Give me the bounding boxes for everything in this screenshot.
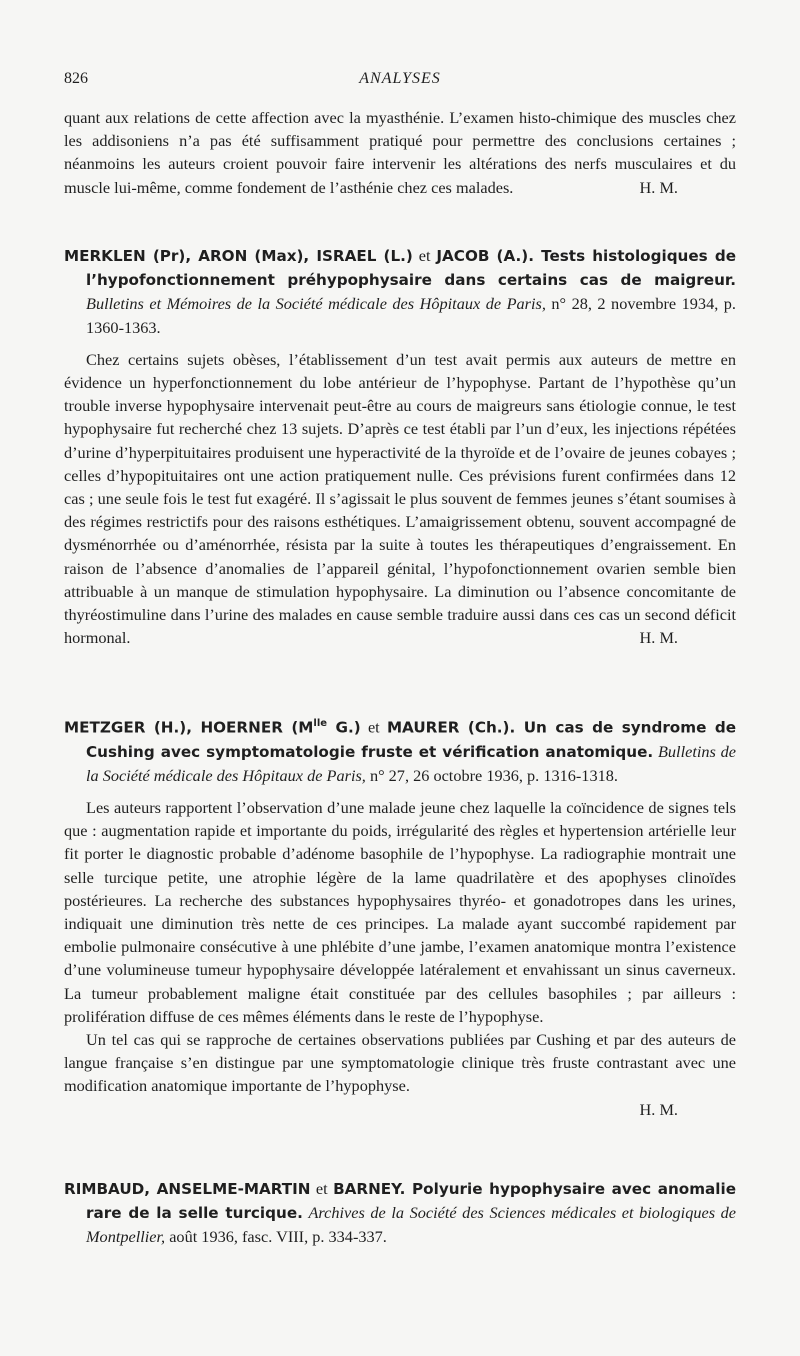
title-text: JACOB (A.). Tests histologiques de l’hypofonctionnement préhypophysaire dans certains cas de maigreur.	[86, 247, 736, 290]
authors-continued: G.)	[327, 718, 361, 737]
journal: Archives de la Société des Sciences médicales et biologiques de Montpellier,	[86, 1203, 736, 1247]
signature: H. M.	[639, 1099, 678, 1119]
title-text: BARNEY. Polyurie hypophysaire avec anomalie rare de la selle turcique.	[86, 1180, 737, 1223]
reference: août 1936, fasc. VIII, p. 334-337.	[165, 1227, 387, 1247]
article-merklen	[64, 244, 736, 650]
running-head: ANALYSES	[359, 70, 441, 87]
conjunction: et	[412, 246, 437, 265]
article-metzger	[64, 712, 736, 1121]
authors: RIMBAUD, ANSELME-MARTIN	[64, 1180, 311, 1198]
article-title	[64, 1177, 736, 1249]
paragraph: Chez certains sujets obèses, l’établissement d’un test avait permis aux auteurs de mettre en évidence un hyperfonctionnement du lobe antérieur de l’hypophyse. Partant de l’hypothèse qu’un trouble inverse hypophysaire intervenait peut-être au cours de maigreurs sans étiologie connue, le test hypophysaire fut recherché chez 13 sujets. D’après ce test établi par l’un d’eux, les injections répétées d’urine d’hyperpituitaires produisent une hyperactivité de la thyroïde et de l’ovaire de jeunes cobayes ; celles d’hypopituitaires ont une action pratiquement nulle. Ces prévisions furent confirmées dans 12 cas ; une seule fois le test fut exagéré. Il s’agissait le plus souvent de femmes jeunes s’étant soumises à des régimes restrictifs pour des raisons esthétiques. L’amaigrissement obtenu, souvent accompagné de dysménorrhée ou d’aménorrhée, résista par la suite à toutes les thérapeutiques d’engraissement. En raison de l’absence d’anomalies de l’appareil génital, l’hypofonctionnement ovarien semble bien attribuable à un manque de stimulation hypophysaire. La diminution ou l’absence concomitante de thyréostimuline dans l’urine des malades en cause semble traduire aussi dans ces cas un second déficit hormonal.	[64, 349, 736, 648]
signature: H. M.	[639, 177, 678, 197]
paragraph: Un tel cas qui se rapproche de certaines observations publiées par Cushing et par des auteurs de langue française s’en distingue par une symptomatologie clinique très fruste contrastant avec une modification anatomique importante de l’hypophyse.	[64, 1030, 736, 1096]
conjunction: et	[360, 717, 387, 737]
authors-superscript: lle	[313, 718, 328, 729]
reference: n° 28, 2 novembre 1934, p. 1360-1363.	[86, 294, 736, 337]
article-title	[64, 712, 736, 787]
authors: MERKLEN (Pr), ARON (Max), ISRAEL (L.)	[64, 247, 413, 265]
paragraph: Les auteurs rapportent l’observation d’une malade jeune chez laquelle la coïncidence de signes tels que : augmentation rapide et importante du poids, irrégularité des règles et hypertension artérielle leur fit porter le diagnostic probable d’adénome basophile de l’hypophyse. La radiographie montrait une selle turcique petite, une atrophie légère de la lame quadrilatère et des apophyses clinoïdes postérieures. La recherche des substances hypophysaires thyréo- et gonadotropes dans les urines, indiquait une diminution très nette de ces principes. La malade ayant succombé rapidement par embolie pulmonaire consécutive à une phlébite d’une jambe, l’examen anatomique montra l’existence d’une volumineuse tumeur hypophysaire développée latéralement et envahissant un sinus caverneux. La tumeur probablement maligne était constituée par des cellules basophiles ; par ailleurs : prolifération diffuse de ces mêmes éléments dans le reste de l’hypophyse.	[64, 798, 736, 1026]
authors: METZGER (H.), HOERNER (M	[64, 718, 314, 737]
page-number: 826	[64, 70, 88, 87]
article-rimbaud	[64, 1177, 736, 1249]
article-title	[64, 244, 736, 339]
reference: n° 27, 26 octobre 1936, p. 1316-1318.	[365, 765, 618, 785]
conjunction: et	[310, 1179, 334, 1198]
signature: H. M.	[639, 628, 678, 648]
page-header	[64, 70, 736, 94]
journal: Bulletins et Mémoires de la Société médicale des Hôpitaux de Paris,	[86, 294, 546, 314]
title-text: MAURER (Ch.). Un cas de syndrome de Cushing avec symptomatologie fruste et vérification anatomique.	[86, 718, 736, 761]
previous-article-end	[64, 106, 736, 199]
paragraph: quant aux relations de cette affection avec la myasthénie. L’examen histo-chimique des muscles chez les addisoniens n’a pas été suffisamment pratiqué pour permettre des conclusions certaines ; néanmoins les auteurs croient pouvoir faire intervenir les altérations des nerfs musculaires et du muscle lui-même, comme fondement de l’asthénie chez ces malades.	[64, 108, 736, 197]
journal: Bulletins de la Société médicale des Hôpitaux de Paris,	[86, 741, 736, 785]
